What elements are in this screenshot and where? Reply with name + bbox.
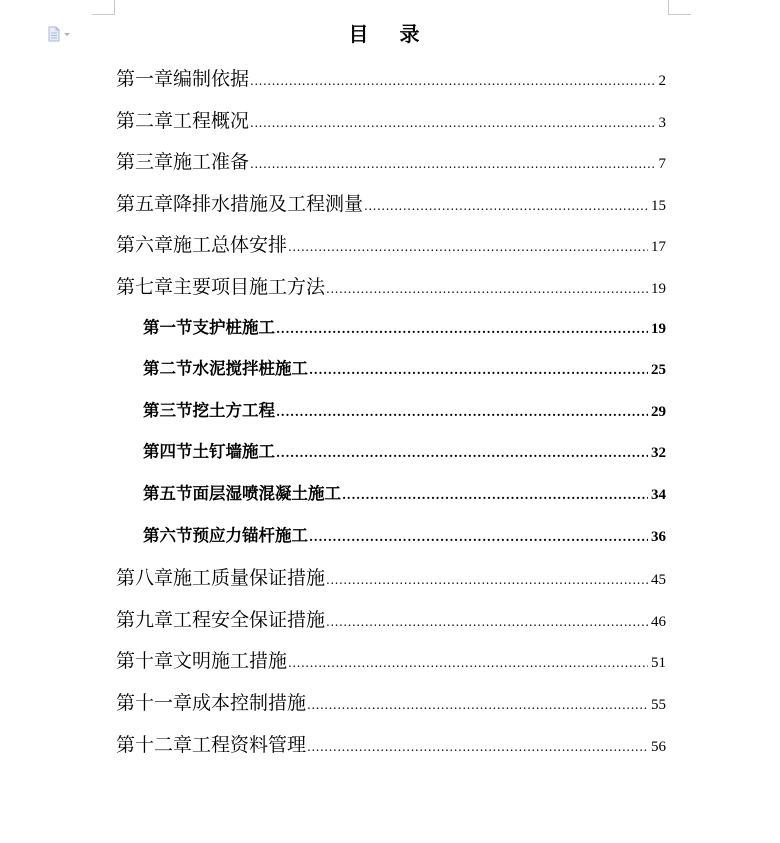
page-number: 7 xyxy=(658,156,666,172)
toc-entry[interactable] xyxy=(116,189,666,215)
page-number: 34 xyxy=(651,487,666,503)
entry-label: 文明施工措施 xyxy=(173,650,288,672)
chapter-number: 第八章 xyxy=(116,567,174,589)
dot-leader xyxy=(307,740,648,754)
dot-leader xyxy=(307,698,648,712)
entry-label: 挖土方工程 xyxy=(192,401,275,420)
section-number: 第三节 xyxy=(143,401,193,420)
entry-label: 支护桩施工 xyxy=(192,318,275,337)
entry-label: 施工质量保证措施 xyxy=(173,567,326,589)
section-number: 第一节 xyxy=(143,318,193,337)
dot-leader xyxy=(309,363,648,377)
toc-entry[interactable] xyxy=(143,480,666,506)
toc-entry[interactable] xyxy=(116,646,666,672)
chapter-number: 第十章 xyxy=(116,650,174,672)
page-number: 46 xyxy=(651,614,666,630)
dot-leader xyxy=(250,74,655,88)
toc-title: 目 录 xyxy=(348,22,432,46)
dot-leader xyxy=(326,282,648,296)
dot-leader xyxy=(276,322,648,336)
page-number: 3 xyxy=(658,115,666,131)
toc-entry[interactable] xyxy=(116,272,666,298)
entry-label: 施工总体安排 xyxy=(173,234,288,256)
entry-label: 降排水措施及工程测量 xyxy=(173,193,364,215)
dot-leader xyxy=(250,116,655,130)
page-number: 2 xyxy=(658,73,666,89)
chapter-number: 第七章 xyxy=(116,276,174,298)
chapter-number: 第十二章 xyxy=(116,734,193,756)
page-number: 19 xyxy=(651,321,666,337)
toc-entry[interactable] xyxy=(116,147,666,173)
page-number: 55 xyxy=(651,697,666,713)
chapter-number: 第三章 xyxy=(116,151,174,173)
entry-label: 编制依据 xyxy=(173,68,250,90)
toc-entry[interactable] xyxy=(116,106,666,132)
toc-entry[interactable] xyxy=(143,355,666,381)
chapter-number: 第九章 xyxy=(116,609,174,631)
entry-label: 预应力锚杆施工 xyxy=(192,526,308,545)
page-number: 25 xyxy=(651,362,666,378)
dot-leader xyxy=(276,446,648,460)
dot-leader xyxy=(288,240,648,254)
page-number: 15 xyxy=(651,198,666,214)
dot-leader xyxy=(364,199,648,213)
toc-entry[interactable] xyxy=(116,688,666,714)
page-number: 45 xyxy=(651,572,666,588)
entry-label: 工程概况 xyxy=(173,110,250,132)
chapter-number: 第六章 xyxy=(116,234,174,256)
chapter-number: 第十一章 xyxy=(116,692,193,714)
entry-label: 施工准备 xyxy=(173,151,250,173)
entry-label: 水泥搅拌桩施工 xyxy=(192,359,308,378)
page-number: 36 xyxy=(651,529,666,545)
dot-leader xyxy=(342,488,648,502)
page-number: 17 xyxy=(651,239,666,255)
toc-entry[interactable] xyxy=(116,230,666,256)
entry-label: 工程安全保证措施 xyxy=(173,609,326,631)
page-number: 19 xyxy=(651,281,666,297)
section-number: 第五节 xyxy=(143,484,193,503)
entry-label: 面层湿喷混凝土施工 xyxy=(192,484,341,503)
chapter-number: 第二章 xyxy=(116,110,174,132)
toc-entry[interactable] xyxy=(143,397,666,423)
page-number: 56 xyxy=(651,739,666,755)
toc-entry[interactable] xyxy=(116,730,666,756)
dot-leader xyxy=(276,405,648,419)
page-number: 51 xyxy=(651,655,666,671)
dot-leader xyxy=(326,615,648,629)
section-number: 第四节 xyxy=(143,442,193,461)
section-number: 第二节 xyxy=(143,359,193,378)
toc-entry[interactable] xyxy=(143,438,666,464)
toc-entry[interactable] xyxy=(116,605,666,631)
page-number: 29 xyxy=(651,404,666,420)
entry-label: 工程资料管理 xyxy=(192,734,307,756)
entry-label: 土钉墙施工 xyxy=(192,442,275,461)
entry-label: 成本控制措施 xyxy=(192,692,307,714)
dot-leader xyxy=(309,530,648,544)
dot-leader xyxy=(288,656,648,670)
section-number: 第六节 xyxy=(143,526,193,545)
toc-entry[interactable] xyxy=(116,64,666,90)
page-number: 32 xyxy=(651,445,666,461)
entry-label: 主要项目施工方法 xyxy=(173,276,326,298)
chapter-number: 第五章 xyxy=(116,193,174,215)
toc-entry[interactable] xyxy=(116,563,666,589)
dot-leader xyxy=(250,157,655,171)
toc-entry[interactable] xyxy=(143,314,666,340)
dot-leader xyxy=(326,573,648,587)
chapter-number: 第一章 xyxy=(116,68,174,90)
toc-entry[interactable] xyxy=(143,522,666,548)
